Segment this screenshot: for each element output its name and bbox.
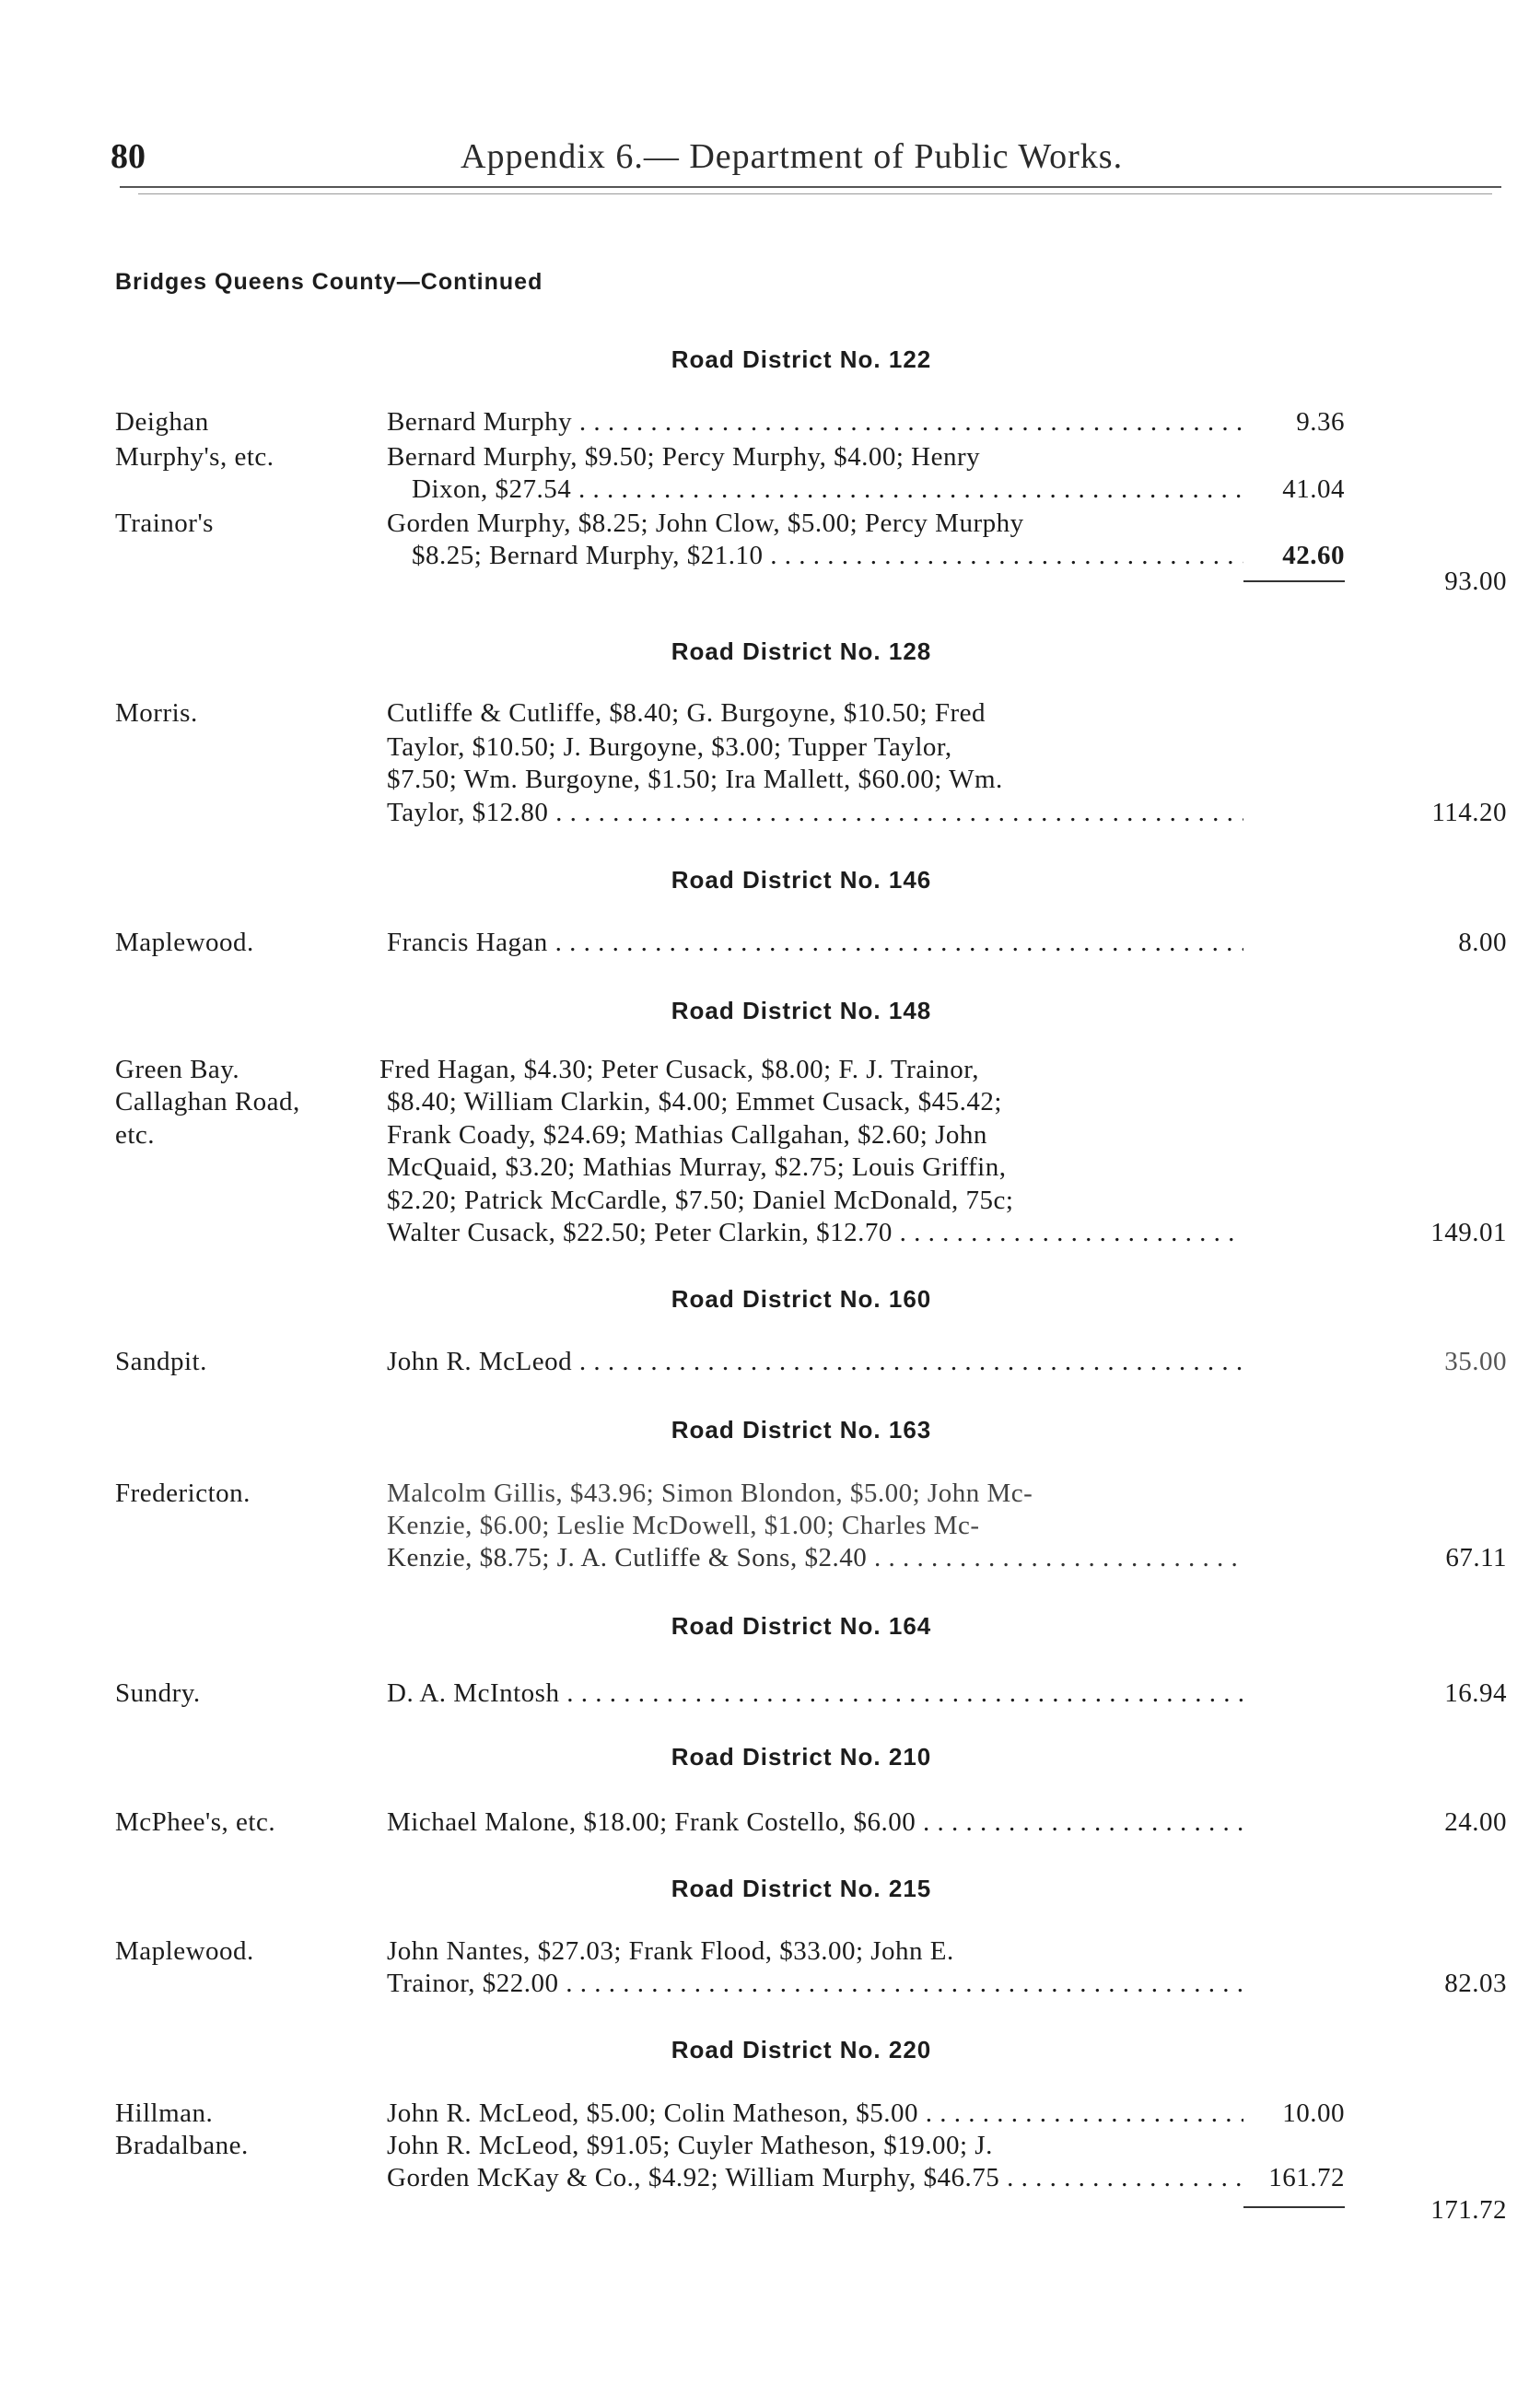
payee-line: Gorden McKay & Co., $4.92; William Murphy, $46.75 . . . (387, 2163, 1243, 2193)
row-amount: 161.72 (1268, 2163, 1345, 2192)
place-name: Fredericton. (115, 1479, 251, 1508)
row-amount: 42.60 (1282, 541, 1345, 570)
place-name: Murphy's, etc. (115, 442, 274, 472)
payee-line: Fred Hagan, $4.30; Peter Cusack, $8.00; F. J. Trainor, (379, 1055, 980, 1084)
page-number: 80 (111, 137, 146, 176)
payee-line: Bernard Murphy, $9.50; Percy Murphy, $4.00; Henry (387, 442, 981, 472)
header-rule-secondary (138, 193, 1492, 194)
payee-line: Walter Cusack, $22.50; Peter Clarkin, $12.70 . . . (387, 1218, 1243, 1248)
running-title: Appendix 6.— Department of Public Works. (461, 137, 1124, 176)
payee-line: John R. McLeod, $5.00; Colin Matheson, $5.00 . . . (387, 2098, 1243, 2129)
place-name: Green Bay. (115, 1055, 240, 1084)
payee-line: Francis Hagan . . . (387, 928, 1243, 958)
district-heading: Road District No. 215 (671, 1875, 932, 1902)
district-total: 35.00 (1444, 1347, 1507, 1376)
payee-line: John R. McLeod . . . (387, 1347, 1243, 1377)
payee-line: D. A. McIntosh . . . (387, 1678, 1243, 1709)
payee-line: Kenzie, $8.75; J. A. Cutliffe & Sons, $2.40 . . . (387, 1543, 1243, 1573)
payee-line: Trainor, $22.00 . . . (387, 1969, 1243, 1999)
district-heading: Road District No. 220 (671, 2036, 932, 2063)
place-name: Bradalbane. (115, 2131, 249, 2160)
payee-line: Gorden Murphy, $8.25; John Clow, $5.00; Percy Murphy (387, 508, 1024, 538)
subtotal-rule (1243, 580, 1345, 582)
district-total: 93.00 (1444, 567, 1507, 596)
payee-line: Frank Coady, $24.69; Mathias Callgahan, $2.60; John (387, 1120, 987, 1150)
payee-line: $8.40; William Clarkin, $4.00; Emmet Cusack, $45.42; (387, 1087, 1002, 1116)
payee-line: Malcolm Gillis, $43.96; Simon Blondon, $5.00; John Mc- (387, 1479, 1033, 1508)
payee-line: $7.50; Wm. Burgoyne, $1.50; Ira Mallett, $60.00; Wm. (387, 765, 1003, 794)
place-name: Hillman. (115, 2098, 214, 2128)
payee-line: Kenzie, $6.00; Leslie McDowell, $1.00; Charles Mc- (387, 1511, 980, 1540)
payee-line: Dixon, $27.54 . . . (412, 474, 1243, 505)
district-heading: Road District No. 163 (671, 1416, 932, 1444)
district-total: 82.03 (1444, 1969, 1507, 1998)
section-heading: Bridges Queens County—Continued (115, 269, 543, 295)
header-rule (120, 186, 1501, 188)
place-name: McPhee's, etc. (115, 1807, 276, 1837)
district-total: 171.72 (1430, 2195, 1507, 2225)
place-name: Callaghan Road, (115, 1087, 300, 1116)
district-total: 114.20 (1431, 798, 1507, 827)
row-amount: 10.00 (1282, 2098, 1345, 2128)
district-total: 149.01 (1430, 1218, 1507, 1247)
payee-line: Taylor, $12.80 . . . (387, 798, 1243, 828)
place-name: etc. (115, 1120, 156, 1150)
place-name: Sandpit. (115, 1347, 207, 1376)
payee-line: Cutliffe & Cutliffe, $8.40; G. Burgoyne, $10.50; Fred (387, 698, 986, 728)
payee-line: John Nantes, $27.03; Frank Flood, $33.00; John E. (387, 1936, 954, 1966)
district-heading: Road District No. 148 (671, 997, 932, 1024)
district-heading: Road District No. 122 (671, 345, 932, 373)
payee-line: McQuaid, $3.20; Mathias Murray, $2.75; Louis Griffin, (387, 1152, 1007, 1182)
district-total: 67.11 (1445, 1543, 1507, 1572)
subtotal-rule (1243, 2206, 1345, 2208)
district-heading: Road District No. 160 (671, 1285, 932, 1313)
row-amount: 41.04 (1282, 474, 1345, 504)
payee-line: $2.20; Patrick McCardle, $7.50; Daniel McDonald, 75c; (387, 1186, 1014, 1215)
payee-line: Michael Malone, $18.00; Frank Costello, $6.00 . . . (387, 1807, 1243, 1838)
place-name: Sundry. (115, 1678, 201, 1708)
place-name: Deighan (115, 407, 209, 437)
payee-line: Bernard Murphy . . . (387, 407, 1243, 438)
district-heading: Road District No. 146 (671, 866, 932, 894)
payee-line: John R. McLeod, $91.05; Cuyler Matheson, $19.00; J. (387, 2131, 993, 2160)
payee-line: Taylor, $10.50; J. Burgoyne, $3.00; Tupper Taylor, (387, 732, 952, 762)
place-name: Maplewood. (115, 1936, 254, 1966)
district-heading: Road District No. 164 (671, 1612, 932, 1640)
district-total: 8.00 (1458, 928, 1507, 957)
district-heading: Road District No. 128 (671, 637, 932, 665)
district-heading: Road District No. 210 (671, 1743, 932, 1771)
payee-line: $8.25; Bernard Murphy, $21.10 . . . (412, 541, 1243, 571)
place-name: Maplewood. (115, 928, 254, 957)
place-name: Trainor's (115, 508, 214, 538)
district-total: 24.00 (1444, 1807, 1507, 1837)
place-name: Morris. (115, 698, 198, 728)
row-amount: 9.36 (1296, 407, 1345, 437)
district-total: 16.94 (1444, 1678, 1507, 1708)
